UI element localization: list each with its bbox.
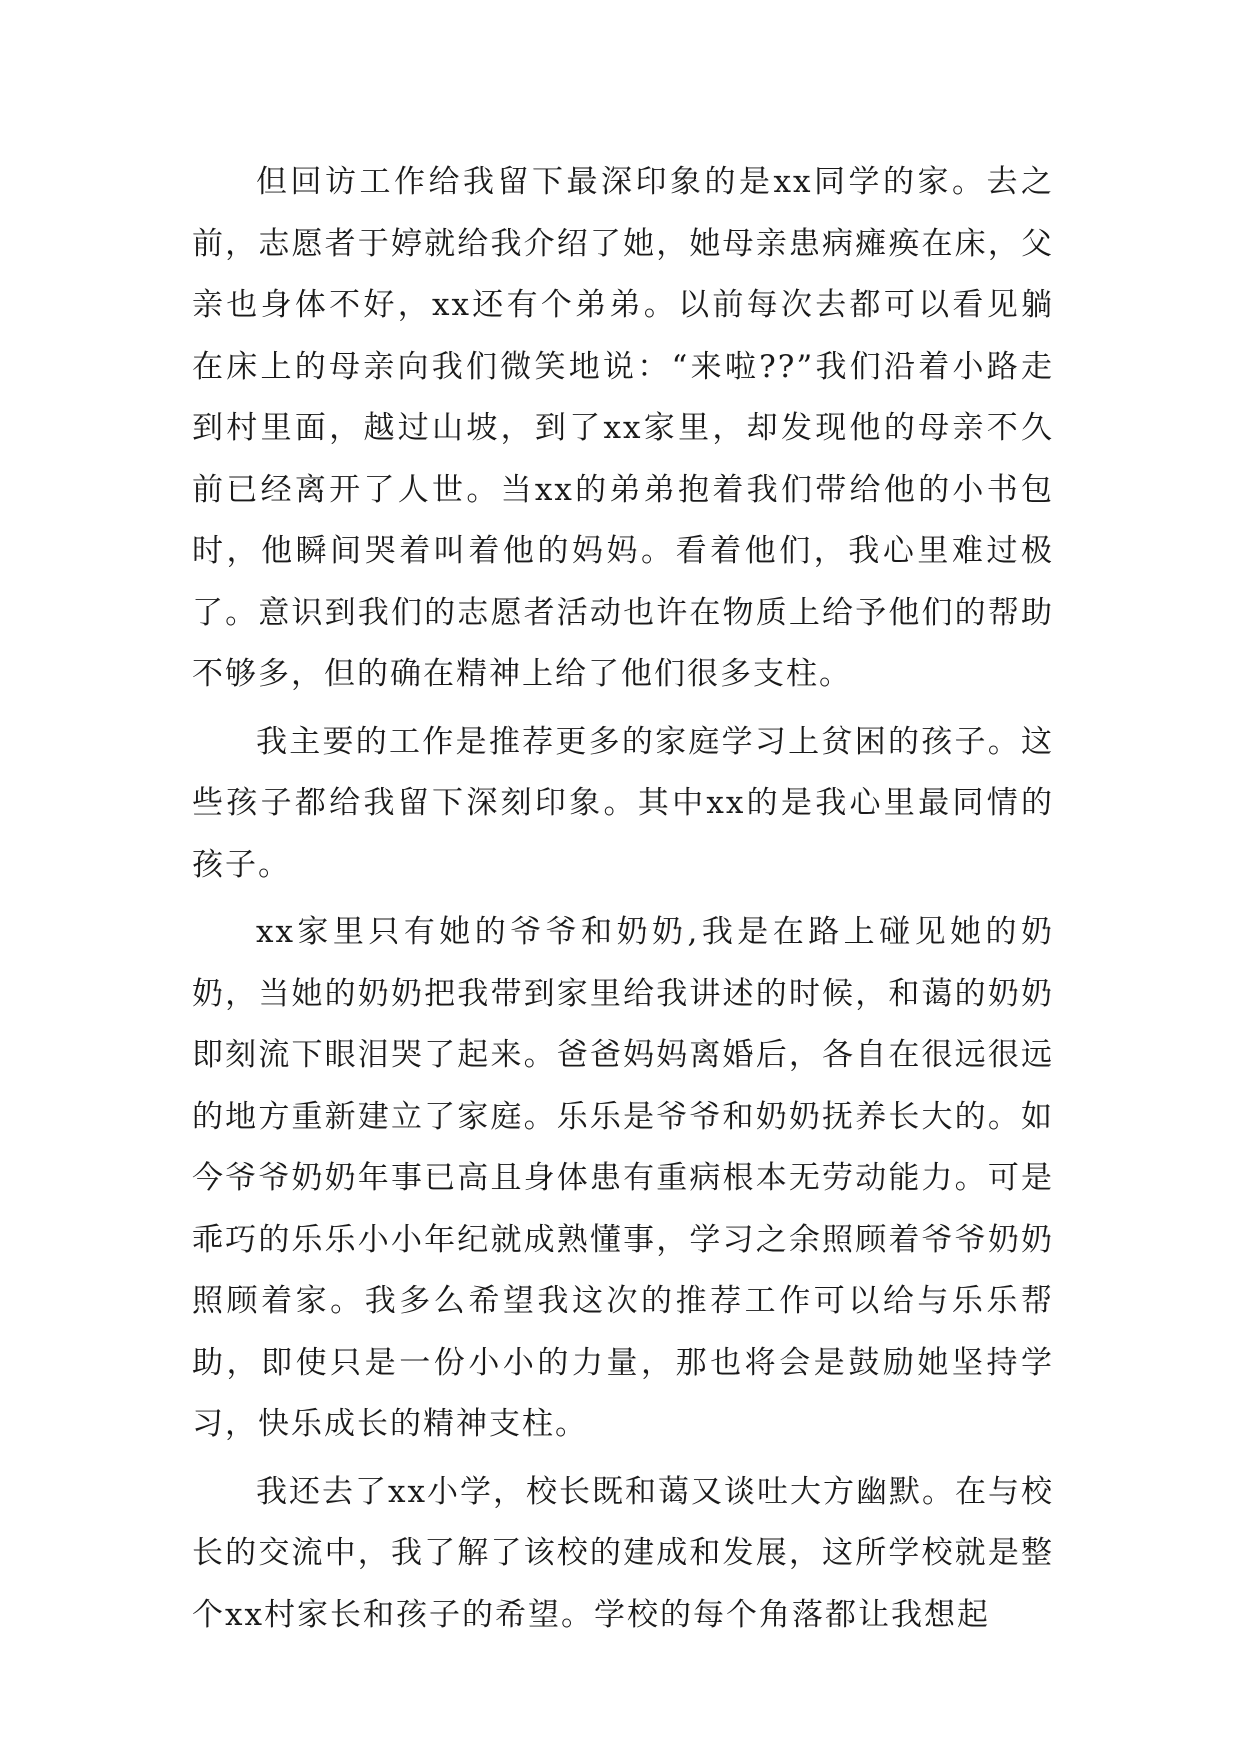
paragraph-home-visit: 但回访工作给我留下最深印象的是xx同学的家。去之前，志愿者于婷就给我介绍了她，她母亲患病瘫痪在床，父亲也身体不好，xx还有个弟弟。以前每次去都可以看见躺在床上的母亲向我们微笑地说：“来啦??”我们沿着小路走到村里面，越过山坡，到了xx家里，却发现他的母亲不久前已经离开了人世。当xx的弟弟抱着我们带给他的小书包时，他瞬间哭着叫着他的妈妈。看着他们，我心里难过极了。意识到我们的志愿者活动也许在物质上给予他们的帮助不够多，但的确在精神上给了他们很多支柱。 [192, 164, 1054, 692]
body-text [192, 152, 1054, 1652]
paragraph-school-visit: 我还去了xx小学，校长既和蔼又谈吐大方幽默。在与校长的交流中，我了解了该校的建成和发展，这所学校就是整个xx村家长和孩子的希望。学校的每个角落都让我想起 [192, 1473, 1054, 1633]
paragraph-recommendation-work: 我主要的工作是推荐更多的家庭学习上贫困的孩子。这些孩子都给我留下深刻印象。其中xx的是我心里最同情的孩子。 [192, 723, 1054, 883]
paragraph-lele-story: xx家里只有她的爷爷和奶奶,我是在路上碰见她的奶奶，当她的奶奶把我带到家里给我讲述的时候，和蔼的奶奶即刻流下眼泪哭了起来。爸爸妈妈离婚后，各自在很远很远的地方重新建立了家庭。乐乐是爷爷和奶奶抚养长大的。如今爷爷奶奶年事已高且身体患有重病根本无劳动能力。可是乖巧的乐乐小小年纪就成熟懂事，学习之余照顾着爷爷奶奶照顾着家。我多么希望我这次的推荐工作可以给与乐乐帮助，即使只是一份小小的力量，那也将会是鼓励她坚持学习，快乐成长的精神支柱。 [192, 914, 1054, 1442]
